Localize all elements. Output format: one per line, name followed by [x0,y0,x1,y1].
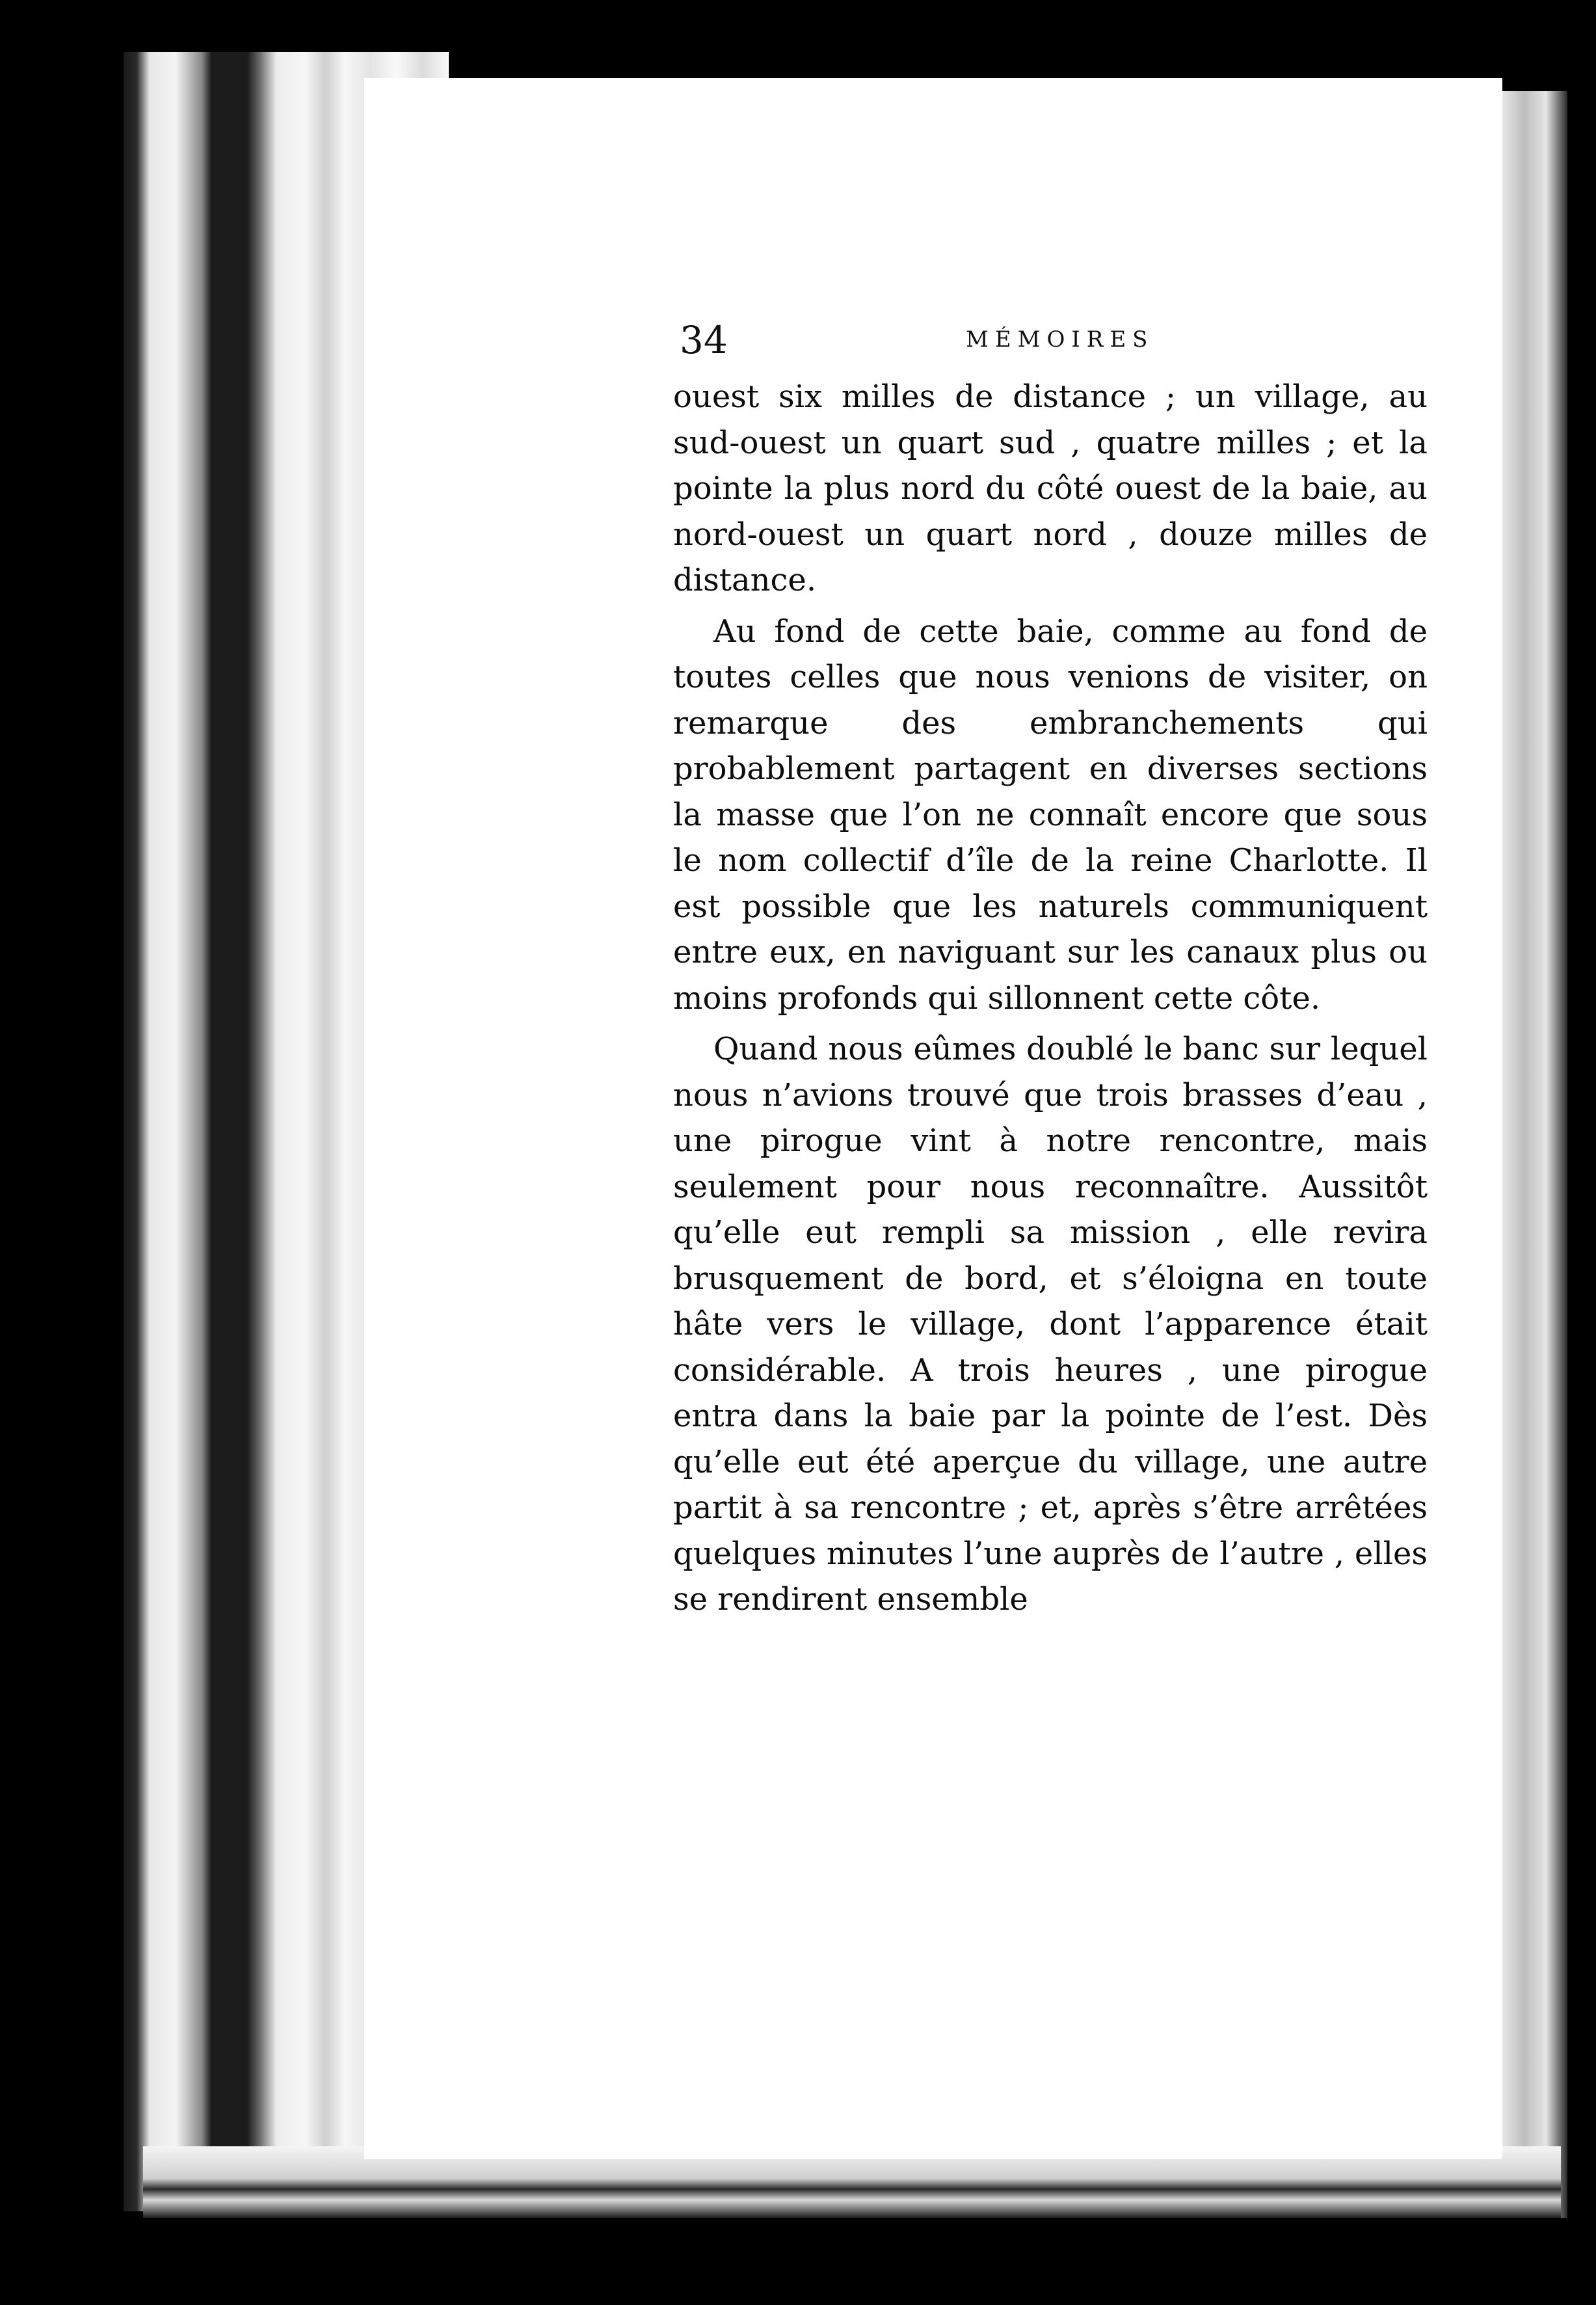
paragraph-3: Quand nous eûmes doublé le banc sur lequel nous n’avions trouvé que trois brasses d’eau , une pirogue vint à notre rencontre, mais seulement pour nous reconnaître. Aussitôt qu’elle eut rempli sa mission , elle revira brusquement de bord, et s’éloigna en toute hâte vers le village, dont l’apparence était considérable. A trois heures , une pirogue entra dans la baie par la pointe de l’est. Dès qu’elle eut été aperçue du village, une autre partit à sa rencontre ; et, après s’être arrêtées quelques minutes l’une auprès de l’autre , elles se rendirent ensemble [673,1031,1428,1618]
paragraph-2: Au fond de cette baie, comme au fond de toutes celles que nous venions de visiter, on remarque des embranchements qui probablement partagent en diverses sections la masse que l’on ne connaît encore que sous le nom collectif d’île de la reine Charlotte. Il est possible que les naturels communiquent entre eux, en naviguant sur les canaux plus ou moins profonds qui sillonnent cette côte. [673,613,1428,1017]
body-text [673,374,1428,1623]
page-number: 34 [680,318,728,362]
paragraph-1: ouest six milles de distance ; un village, au sud-ouest un quart sud , quatre milles ; et la pointe la plus nord du côté ouest de la baie, au nord-ouest un quart nord , douze milles de distance. [673,379,1428,598]
page-header [680,311,1428,369]
running-title: MÉMOIRES [966,326,1154,353]
page-edge-right [1496,91,1567,2218]
